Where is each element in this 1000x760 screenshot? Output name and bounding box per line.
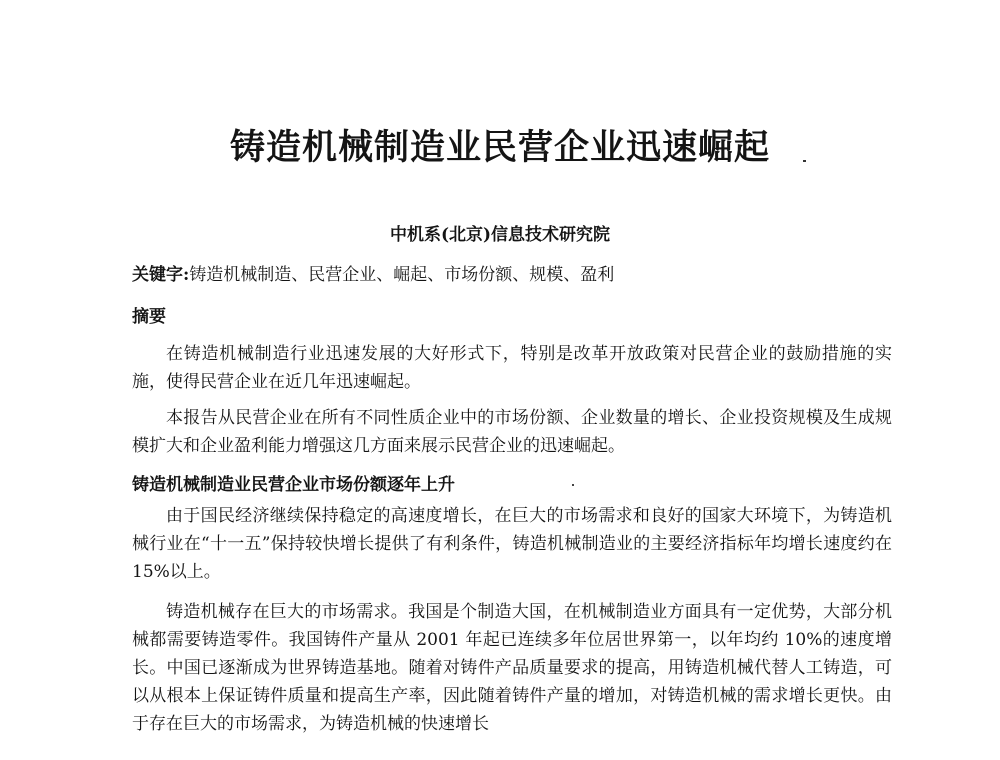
abstract-heading: 摘要 (132, 307, 166, 327)
section-paragraph-2: 铸造机械存在巨大的市场需求。我国是个制造大国，在机械制造业方面具有一定优势，大部分机械都需要铸造零件。我国铸件产量从 2001 年起已连续多年位居世界第一，以年均约 10%的速度增长。中国已逐渐成为世界铸造基地。随着对铸件产品质量要求的提高，用铸造机械代替人工铸造，可以从根本上保证铸件质量和提高生产率，因此随着铸件产量的增加，对铸造机械的需求增长更快。由于存在巨大的市场需求，为铸造机械的快速增长 (132, 602, 892, 734)
keywords-label: 关键字: (132, 265, 190, 285)
section-paragraph-1: 由于国民经济继续保持稳定的高速度增长，在巨大的市场需求和良好的国家大环境下，为铸造机械行业在“十一五”保持较快增长提供了有利条件，铸造机械制造业的主要经济指标年均增长速度约在 15%以上。 (132, 506, 892, 582)
section-heading: 铸造机械制造业民营企业市场份额逐年上升 (132, 475, 455, 495)
keywords-line (132, 260, 614, 285)
abstract-paragraph-2: 本报告从民营企业在所有不同性质企业中的市场份额、企业数量的增长、企业投资规模及生成规模扩大和企业盈利能力增强这几方面来展示民营企业的迅速崛起。 (132, 408, 892, 456)
scan-speck (572, 484, 574, 486)
keywords-text: 铸造机械制造、民营企业、崛起、市场份额、规模、盈利 (189, 265, 615, 285)
document-title: 铸造机械制造业民营企业迅速崛起 (229, 127, 770, 168)
title-speck (803, 160, 806, 162)
author-organization: 中机系(北京)信息技术研究院 (389, 225, 611, 245)
abstract-paragraph-1: 在铸造机械制造行业迅速发展的大好形式下，特别是改革开放政策对民营企业的鼓励措施的实施，使得民营企业在近几年迅速崛起。 (132, 344, 892, 392)
